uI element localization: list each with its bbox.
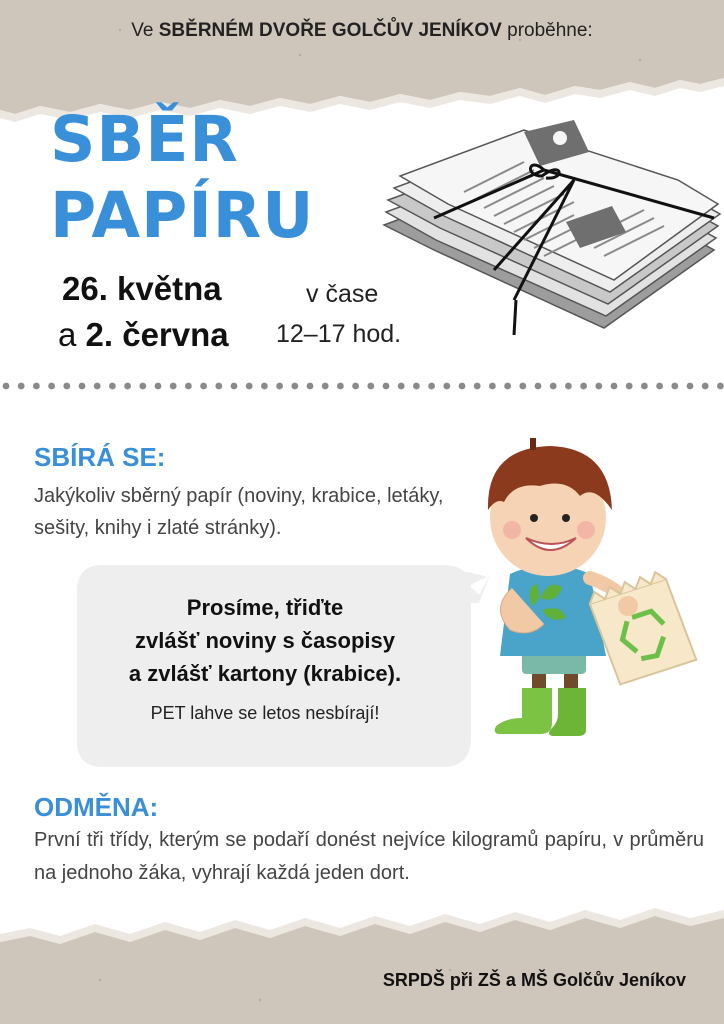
header-suffix: proběhne: (507, 20, 593, 41)
divider-dot (322, 383, 329, 390)
torn-paper-bottom-band (0, 900, 724, 1024)
divider-dot (139, 383, 146, 390)
newspaper-bundle-icon (374, 100, 724, 340)
divider-dot (155, 383, 162, 390)
divider-dot (246, 383, 253, 390)
date-second: 2. června (85, 316, 229, 353)
divider-dot (535, 383, 542, 390)
divider-dot (580, 383, 587, 390)
divider-dot (565, 383, 572, 390)
reward-section-title: ODMĚNA: (34, 792, 159, 822)
divider-dot (489, 383, 496, 390)
divider-dot (474, 383, 481, 390)
divider-dot (33, 383, 40, 390)
collect-description: Jakýkoliv sběrný papír (noviny, krabice, letáky, sešity, knihy i zlaté stránky). (34, 485, 444, 539)
divider-dot (291, 383, 298, 390)
divider-dot (63, 383, 70, 390)
divider-dot (413, 383, 420, 390)
title-line-1: SBĚR (50, 103, 239, 176)
divider-dot (671, 383, 678, 390)
divider-dot (124, 383, 131, 390)
divider-dot (595, 383, 602, 390)
divider-dot (3, 383, 10, 390)
divider-dot (626, 383, 633, 390)
divider-dot (717, 383, 724, 390)
child-with-recycling-bag-illustration (470, 438, 700, 738)
header-place: SBĚRNÉM DVOŘE GOLČŮV JENÍKOV (158, 20, 502, 41)
divider-dot (519, 383, 526, 390)
date-connector: a (58, 316, 77, 353)
divider-dot (276, 383, 283, 390)
divider-dot (109, 383, 116, 390)
divider-dot (337, 383, 344, 390)
divider-dot (702, 383, 709, 390)
sorting-request (75, 591, 455, 690)
time-hours: 12–17 hod. (276, 320, 402, 348)
divider-dot (215, 383, 222, 390)
divider-dot (428, 383, 435, 390)
bubble-line-3: a zvlášť kartony (krabice). (128, 661, 402, 686)
header-prefix: Ve (131, 20, 154, 41)
divider-dot (504, 383, 511, 390)
title-line-2: PAPÍRU (50, 179, 315, 252)
time-label: v čase (306, 280, 379, 308)
divider-dot (170, 383, 177, 390)
divider-dot (443, 383, 450, 390)
divider-dot (307, 383, 314, 390)
divider-dot (459, 383, 466, 390)
divider-dot (18, 383, 25, 390)
divider-dot (656, 383, 663, 390)
collect-section-title: SBÍRÁ SE: (34, 442, 166, 472)
divider-dot (611, 383, 618, 390)
speech-bubble (75, 563, 445, 769)
divider-dot (687, 383, 694, 390)
divider-dot (641, 383, 648, 390)
header-announcement (0, 20, 724, 42)
divider-dot (352, 383, 359, 390)
divider-dot (79, 383, 86, 390)
dotted-divider (0, 378, 724, 394)
divider-dot (261, 383, 268, 390)
divider-dot (398, 383, 405, 390)
divider-dot (94, 383, 101, 390)
divider-dot (185, 383, 192, 390)
reward-description: První tři třídy, kterým se podaří donést nejvíce kilogramů papíru, v průměru na jednoho žáka, vyhrají každá jeden dort. (34, 829, 704, 884)
divider-dot (550, 383, 557, 390)
footer-organizer: SRPDŠ při ZŠ a MŠ Golčův Jeníkov (382, 970, 686, 990)
date-first: 26. května (62, 270, 222, 307)
divider-dot (231, 383, 238, 390)
bubble-line-1: Prosíme, třiďte (186, 595, 344, 620)
divider-dot (200, 383, 207, 390)
divider-dot (48, 383, 55, 390)
date-second-line (58, 318, 229, 351)
divider-dot (367, 383, 374, 390)
bubble-line-2: zvlášť noviny s časopisy (135, 628, 395, 653)
divider-dot (383, 383, 390, 390)
pet-bottles-note: PET lahve se letos nesbírají! (150, 703, 380, 723)
